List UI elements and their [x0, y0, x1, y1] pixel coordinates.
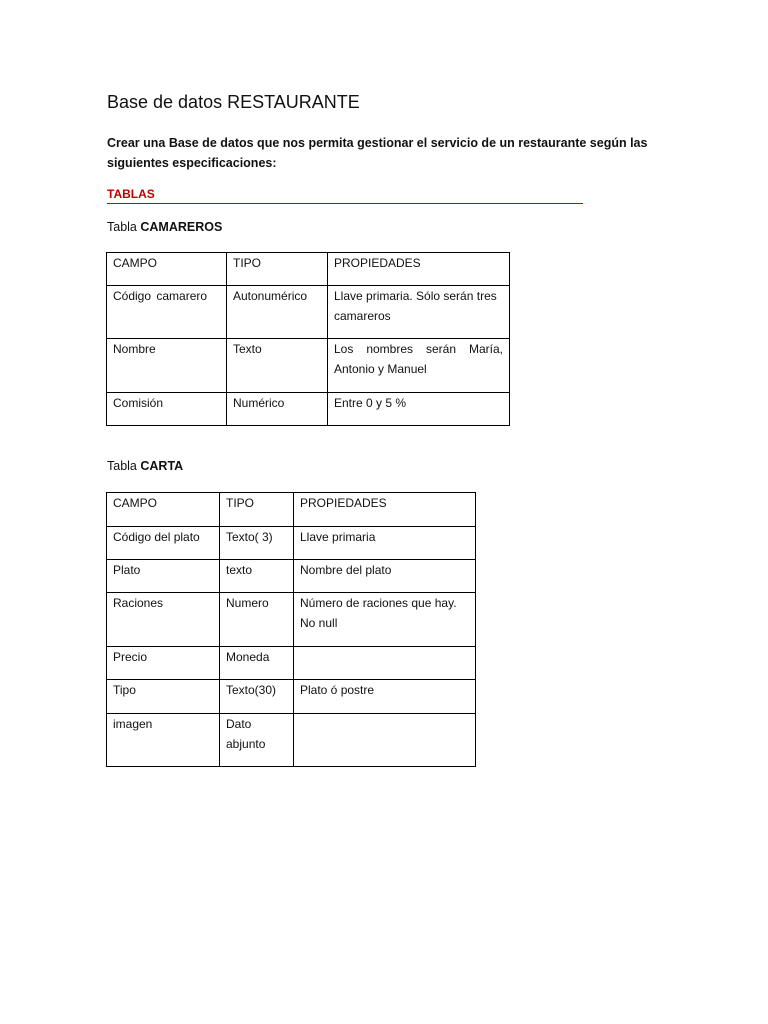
table-cell: Llave primaria [294, 527, 476, 560]
table-cell: Plato [107, 560, 220, 593]
table-row [107, 286, 510, 339]
table-cell: Numero [220, 593, 294, 647]
table-cell: Autonumérico [227, 286, 328, 339]
header-cell: TIPO [220, 493, 294, 527]
table-cell: Texto [227, 339, 328, 393]
table-cell: Plato ó postre [294, 680, 476, 714]
intro-paragraph: Crear una Base de datos que nos permita gestionar el servicio de un restaurante según las siguientes especificaciones: [107, 136, 648, 170]
table-cell: Nombre [107, 339, 227, 393]
table-cell [294, 647, 476, 680]
table-row [107, 647, 476, 680]
caption-carta [107, 459, 183, 473]
document-title: Base de datos RESTAURANTE [107, 92, 360, 112]
table-cell: Numérico [227, 393, 328, 426]
table-row [107, 593, 476, 647]
table-cell: Número de raciones que hay. No null [294, 593, 476, 647]
table-header-row [107, 493, 476, 527]
table-cell: Nombre del plato [294, 560, 476, 593]
section-heading-tablas: TABLAS [107, 187, 583, 204]
table-camareros [106, 252, 510, 426]
caption-prefix: Tabla [107, 220, 141, 234]
table-cell: Llave primaria. Sólo serán tres camareros [328, 286, 510, 339]
caption-camareros [107, 220, 222, 234]
table-cell: Código del plato [107, 527, 220, 560]
table-header-row [107, 253, 510, 286]
table-row [107, 560, 476, 593]
table-cell [294, 714, 476, 767]
caption-prefix: Tabla [107, 459, 141, 473]
table-cell: Dato abjunto [220, 714, 294, 767]
table-cell: Los nombres serán María, Antonio y Manuel [328, 339, 510, 393]
header-cell: CAMPO [107, 493, 220, 527]
table-cell: Entre 0 y 5 % [328, 393, 510, 426]
table-row [107, 527, 476, 560]
table-cell: texto [220, 560, 294, 593]
header-cell: PROPIEDADES [294, 493, 476, 527]
header-cell: TIPO [227, 253, 328, 286]
table-cell: Tipo [107, 680, 220, 714]
table-row [107, 680, 476, 714]
table-carta [106, 492, 476, 767]
table-row [107, 714, 476, 767]
header-cell: PROPIEDADES [328, 253, 510, 286]
table-cell: Precio [107, 647, 220, 680]
table-cell: Código camarero [107, 286, 227, 339]
caption-table-name: CARTA [140, 459, 184, 473]
table-cell: Raciones [107, 593, 220, 647]
table-row [107, 393, 510, 426]
table-cell: imagen [107, 714, 220, 767]
table-cell: Comisión [107, 393, 227, 426]
table-cell: Texto( 3) [220, 527, 294, 560]
table-cell: Moneda [220, 647, 294, 680]
table-cell: Texto(30) [220, 680, 294, 714]
table-row [107, 339, 510, 393]
header-cell: CAMPO [107, 253, 227, 286]
caption-table-name: CAMAREROS [140, 220, 223, 234]
